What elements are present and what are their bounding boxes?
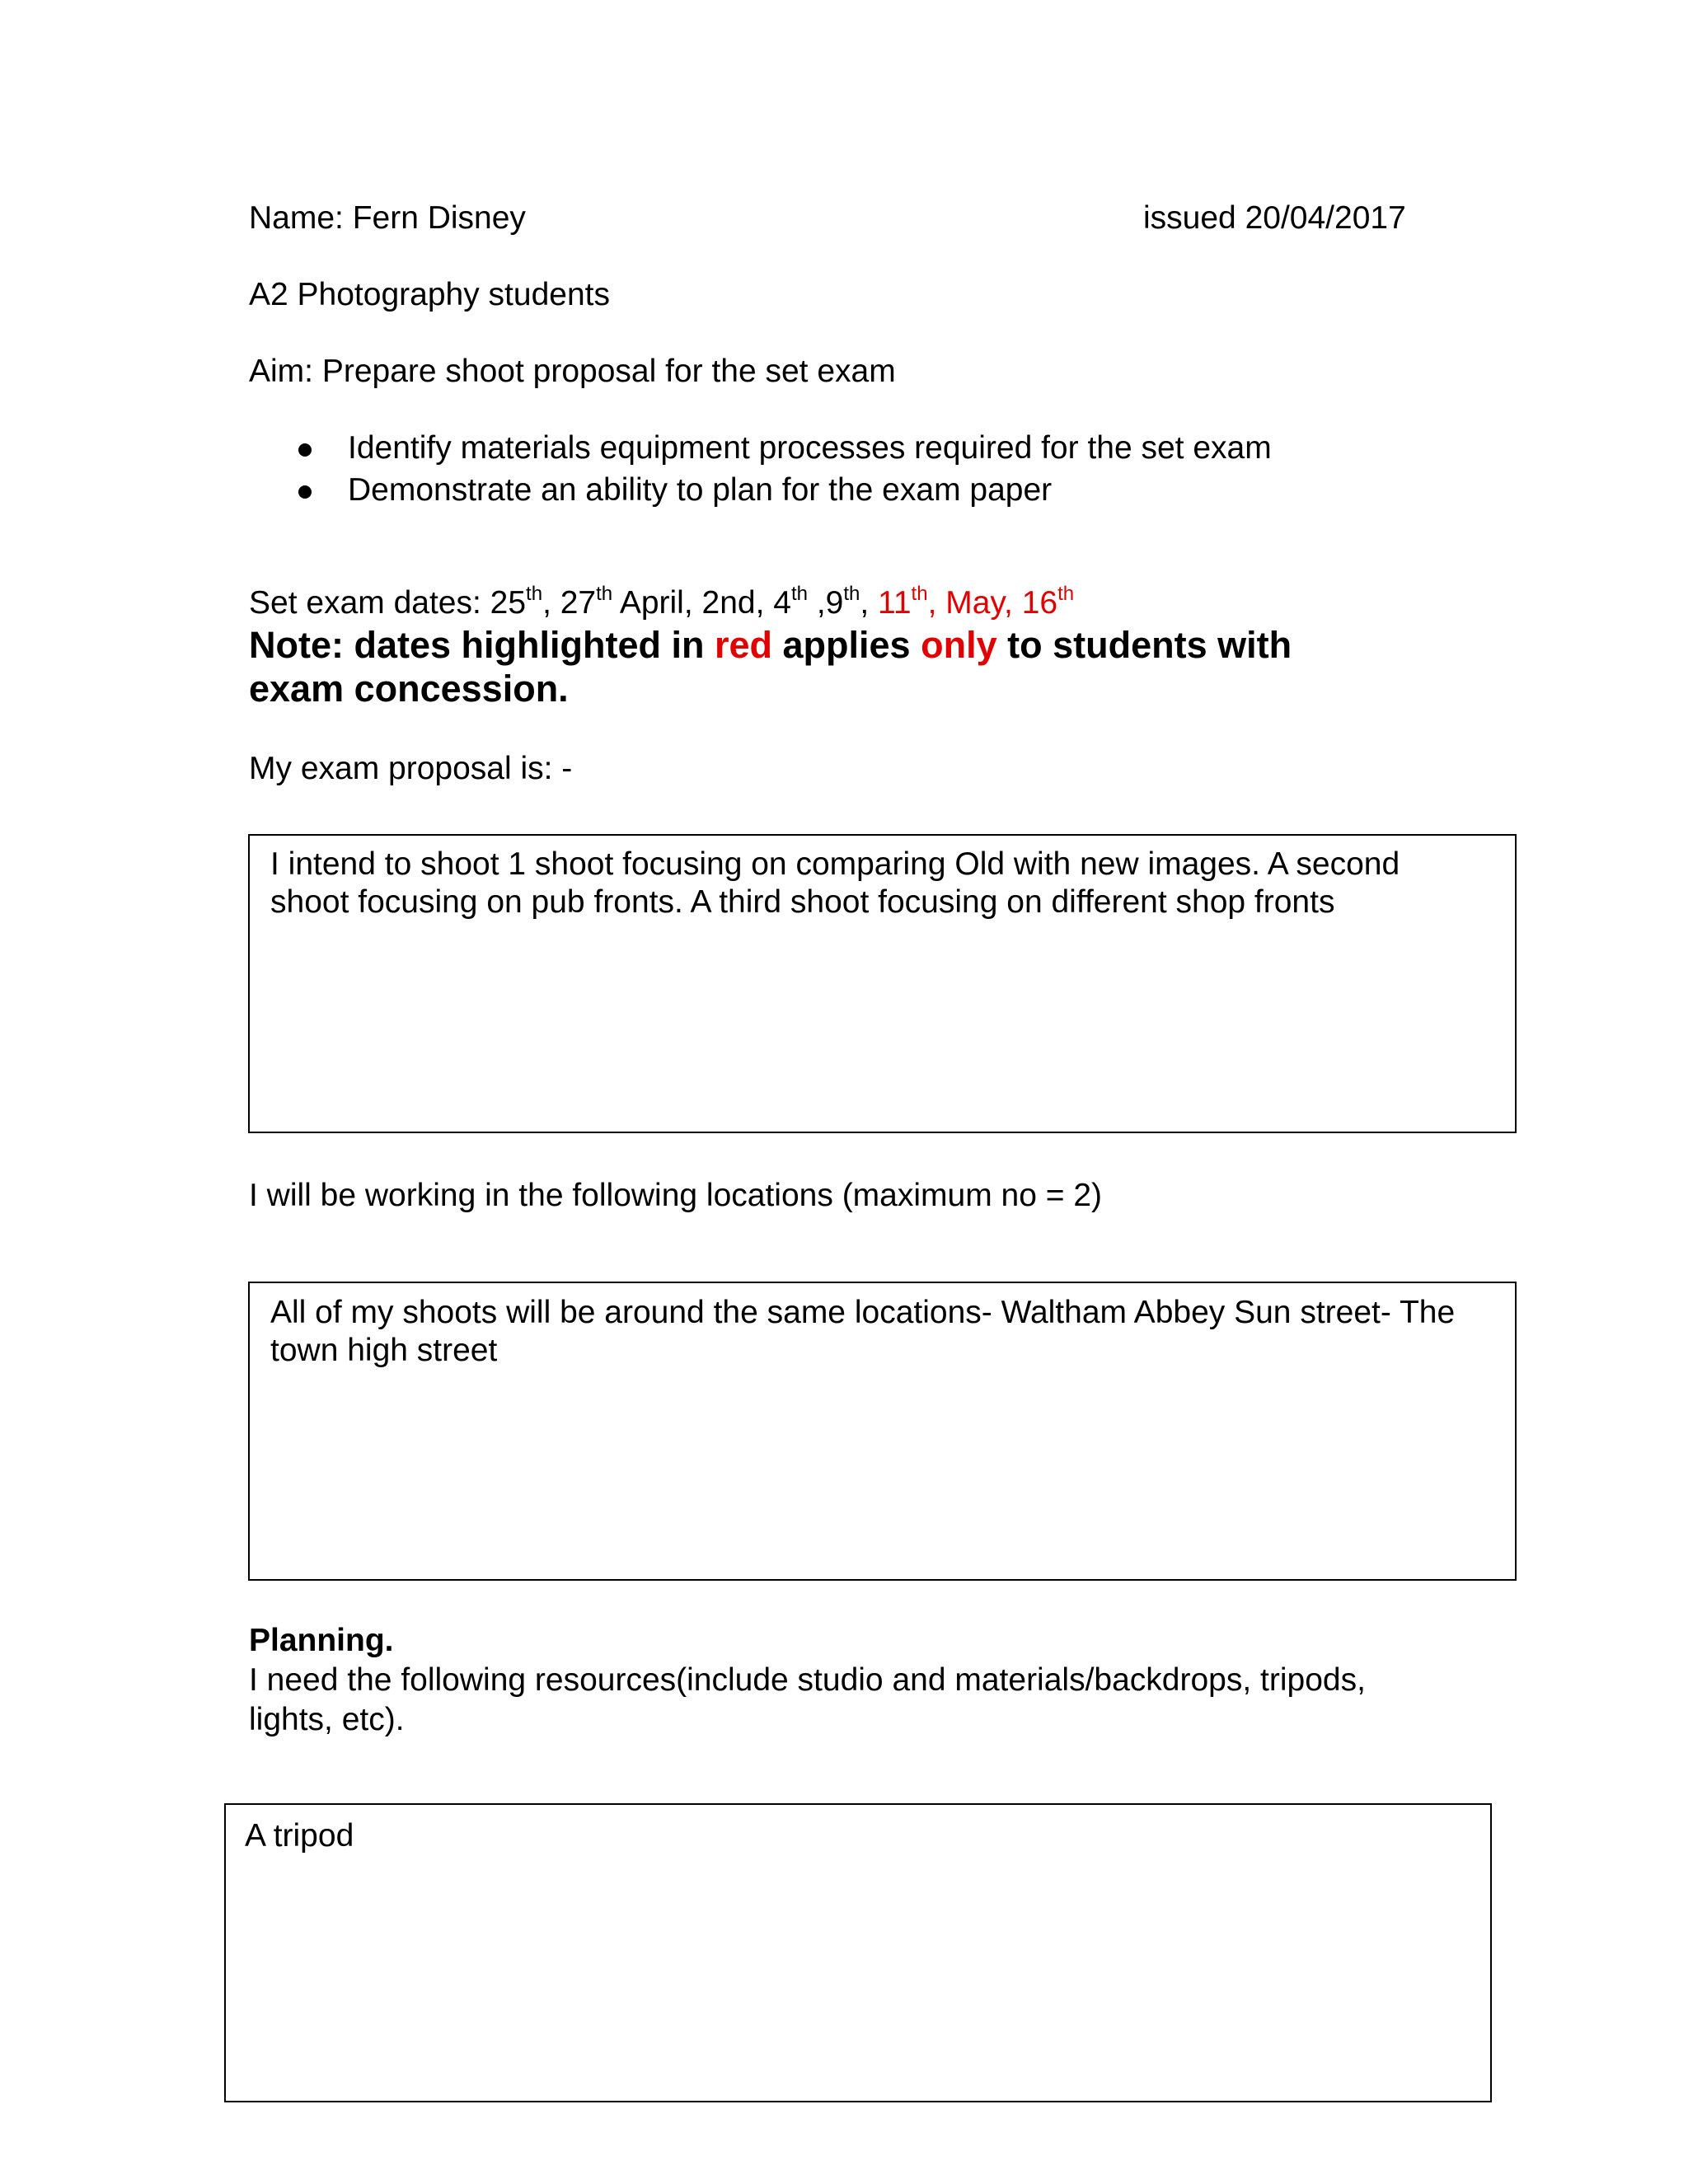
date-suffix: th	[911, 583, 928, 605]
date-suffix: th	[526, 583, 543, 605]
locations-line-1: All of my shoots will be around the same locations- Waltham Abbey Sun street- The	[270, 1295, 1456, 1330]
exam-date: 9	[825, 585, 844, 621]
objective-item-2: Demonstrate an ability to plan for the exam paper	[348, 472, 1053, 508]
issued-date: issued 20/04/2017	[1143, 200, 1406, 236]
bullet-icon	[298, 443, 312, 457]
date-separator: ,	[807, 585, 826, 621]
proposal-box[interactable]	[248, 834, 1517, 1133]
locations-label: I will be working in the following locations (maximum no = 2)	[249, 1178, 1103, 1213]
planning-line-2: lights, etc).	[249, 1702, 405, 1737]
locations-line-2: town high street	[270, 1333, 498, 1368]
planning-heading: Planning.	[249, 1623, 394, 1658]
exam-dates-prefix: Set exam dates:	[249, 585, 490, 621]
planning-line-1: I need the following resources(include studio and materials/backdrops, tripods,	[249, 1662, 1366, 1698]
date-separator: April, 2nd,	[612, 585, 774, 621]
concession-date: 16	[1021, 585, 1058, 621]
course-title: A2 Photography students	[249, 277, 610, 312]
concession-date-separator: , May,	[927, 585, 1022, 621]
aim-text: Aim: Prepare shoot proposal for the set exam	[249, 354, 896, 389]
date-suffix: th	[596, 583, 613, 605]
note-line-1	[249, 623, 1292, 667]
exam-date: 27	[560, 585, 597, 621]
exam-date: 4	[773, 585, 791, 621]
note-text: Note: dates highlighted in	[249, 624, 715, 666]
note-text: applies	[772, 624, 921, 666]
date-suffix: th	[843, 583, 860, 605]
exam-date: 25	[490, 585, 527, 621]
concession-date: 11	[878, 585, 912, 621]
note-red-word: red	[714, 624, 773, 666]
date-suffix: th	[790, 583, 808, 605]
locations-box[interactable]	[248, 1282, 1517, 1581]
proposal-line-2: shoot focusing on pub fronts. A third shoot focusing on different shop fronts	[270, 884, 1335, 920]
exam-dates	[249, 584, 1074, 622]
bullet-icon	[298, 485, 312, 499]
resources-box[interactable]	[224, 1803, 1492, 2102]
name-line: Name: Fern Disney	[249, 200, 526, 236]
date-separator: ,	[542, 585, 560, 621]
note-only-word: only	[921, 624, 997, 666]
proposal-label: My exam proposal is: -	[249, 751, 573, 786]
objective-item-1: Identify materials equipment processes required for the set exam	[348, 430, 1272, 466]
date-suffix: th	[1057, 583, 1075, 605]
proposal-line-1: I intend to shoot 1 shoot focusing on comparing Old with new images. A second	[270, 846, 1400, 882]
note-text: to students with	[996, 624, 1292, 666]
date-separator: ,	[860, 585, 879, 621]
note-line-2: exam concession.	[249, 668, 569, 710]
resources-answer: A tripod	[245, 1818, 354, 1854]
